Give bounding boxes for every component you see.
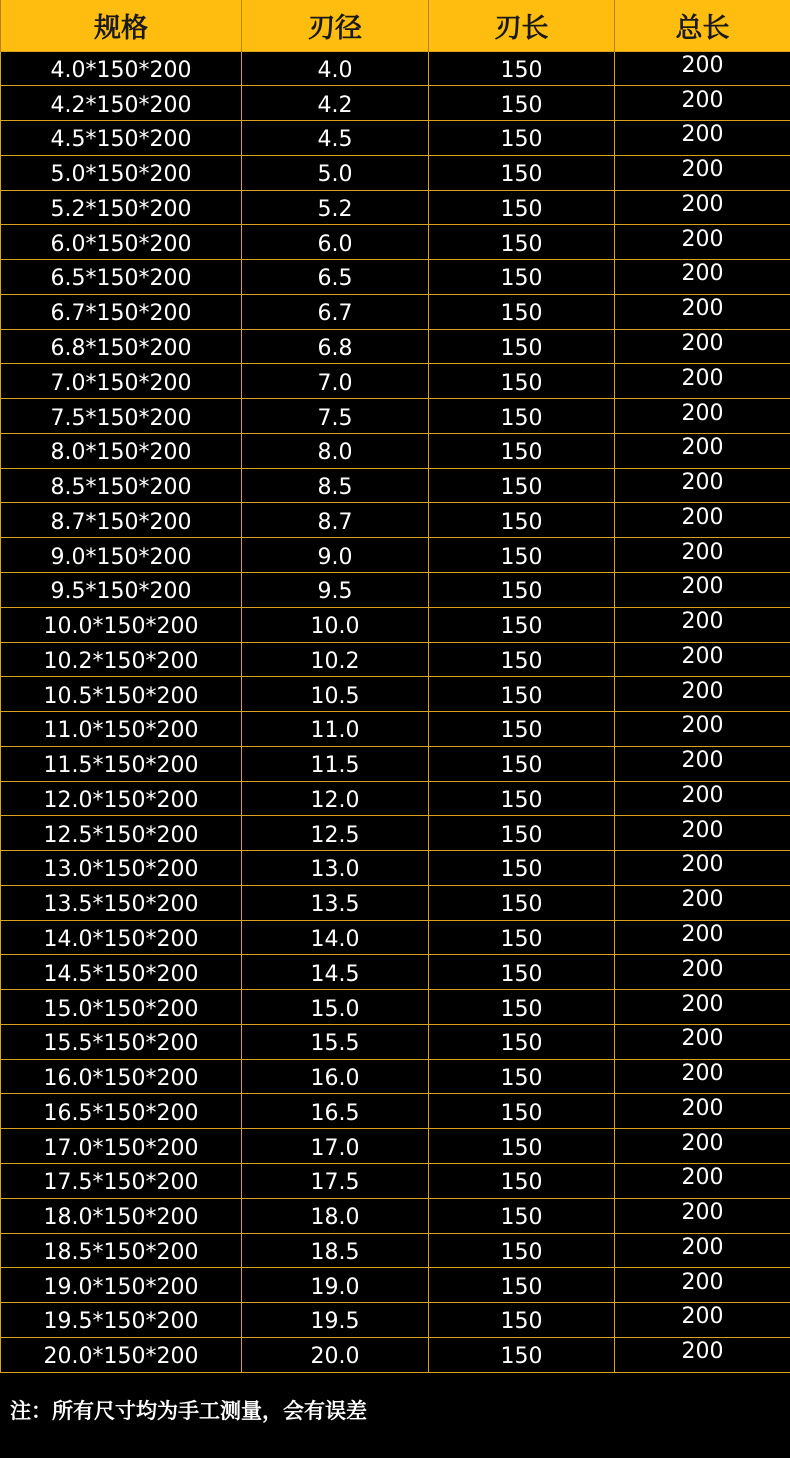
table-row	[1, 86, 790, 121]
cell-spec: 12.5*150*200	[1, 816, 242, 851]
cell-blade-length: 150	[429, 503, 615, 538]
cell-blade-diameter: 4.2	[242, 86, 429, 121]
cell-spec: 10.5*150*200	[1, 677, 242, 712]
cell-spec: 4.0*150*200	[1, 51, 242, 86]
cell-blade-length: 150	[429, 1094, 615, 1129]
cell-blade-length: 150	[429, 712, 615, 747]
cell-total-length: 200	[615, 572, 790, 607]
cell-spec: 15.5*150*200	[1, 1024, 242, 1059]
cell-spec: 4.2*150*200	[1, 86, 242, 121]
table-row	[1, 1094, 790, 1129]
table-row	[1, 1233, 790, 1268]
cell-spec: 19.5*150*200	[1, 1303, 242, 1338]
table-row	[1, 572, 790, 607]
cell-blade-length: 150	[429, 1233, 615, 1268]
cell-blade-length: 150	[429, 51, 615, 86]
cell-spec: 8.7*150*200	[1, 503, 242, 538]
cell-blade-diameter: 10.2	[242, 642, 429, 677]
cell-blade-diameter: 14.0	[242, 920, 429, 955]
table-row	[1, 468, 790, 503]
cell-total-length: 200	[615, 1059, 790, 1094]
cell-blade-length: 150	[429, 642, 615, 677]
table-header	[1, 0, 790, 51]
cell-total-length: 200	[615, 642, 790, 677]
table-row	[1, 1024, 790, 1059]
table-row	[1, 955, 790, 990]
header-blade-length: 刃长	[429, 0, 615, 51]
cell-blade-length: 150	[429, 260, 615, 295]
table-row	[1, 677, 790, 712]
cell-blade-length: 150	[429, 955, 615, 990]
table-row	[1, 399, 790, 434]
table-row	[1, 329, 790, 364]
measurement-note: 注：所有尺寸均为手工测量，会有误差	[10, 1399, 367, 1423]
cell-total-length: 200	[615, 1094, 790, 1129]
cell-blade-length: 150	[429, 155, 615, 190]
cell-blade-diameter: 10.0	[242, 607, 429, 642]
cell-spec: 20.0*150*200	[1, 1337, 242, 1372]
cell-blade-diameter: 12.5	[242, 816, 429, 851]
cell-total-length: 200	[615, 468, 790, 503]
table-row	[1, 155, 790, 190]
cell-spec: 18.5*150*200	[1, 1233, 242, 1268]
cell-total-length: 200	[615, 677, 790, 712]
cell-blade-length: 150	[429, 1164, 615, 1199]
cell-blade-length: 150	[429, 329, 615, 364]
cell-blade-diameter: 10.5	[242, 677, 429, 712]
cell-blade-length: 150	[429, 364, 615, 399]
cell-blade-length: 150	[429, 781, 615, 816]
cell-spec: 6.7*150*200	[1, 294, 242, 329]
cell-blade-diameter: 4.5	[242, 121, 429, 156]
cell-blade-diameter: 9.5	[242, 572, 429, 607]
table-row	[1, 294, 790, 329]
cell-blade-diameter: 18.5	[242, 1233, 429, 1268]
cell-spec: 13.5*150*200	[1, 885, 242, 920]
cell-spec: 7.0*150*200	[1, 364, 242, 399]
cell-total-length: 200	[615, 1129, 790, 1164]
cell-spec: 11.0*150*200	[1, 712, 242, 747]
cell-blade-length: 150	[429, 190, 615, 225]
cell-blade-length: 150	[429, 1337, 615, 1372]
cell-total-length: 200	[615, 260, 790, 295]
cell-blade-length: 150	[429, 816, 615, 851]
cell-blade-diameter: 7.0	[242, 364, 429, 399]
cell-spec: 14.5*150*200	[1, 955, 242, 990]
cell-total-length: 200	[615, 746, 790, 781]
cell-total-length: 200	[615, 1303, 790, 1338]
cell-spec: 9.5*150*200	[1, 572, 242, 607]
cell-blade-diameter: 4.0	[242, 51, 429, 86]
cell-spec: 6.8*150*200	[1, 329, 242, 364]
cell-blade-length: 150	[429, 920, 615, 955]
table-row	[1, 746, 790, 781]
cell-total-length: 200	[615, 329, 790, 364]
cell-total-length: 200	[615, 885, 790, 920]
table-row	[1, 1198, 790, 1233]
cell-blade-length: 150	[429, 885, 615, 920]
cell-spec: 15.0*150*200	[1, 990, 242, 1025]
cell-blade-length: 150	[429, 86, 615, 121]
cell-total-length: 200	[615, 503, 790, 538]
cell-blade-length: 150	[429, 677, 615, 712]
cell-blade-length: 150	[429, 1024, 615, 1059]
cell-total-length: 200	[615, 955, 790, 990]
cell-blade-diameter: 12.0	[242, 781, 429, 816]
cell-total-length: 200	[615, 225, 790, 260]
cell-total-length: 200	[615, 121, 790, 156]
cell-spec: 16.0*150*200	[1, 1059, 242, 1094]
header-spec: 规格	[1, 0, 242, 51]
table-row	[1, 816, 790, 851]
table-row	[1, 433, 790, 468]
header-blade-diameter: 刃径	[242, 0, 429, 51]
cell-spec: 16.5*150*200	[1, 1094, 242, 1129]
cell-blade-diameter: 16.0	[242, 1059, 429, 1094]
cell-total-length: 200	[615, 1233, 790, 1268]
cell-blade-diameter: 5.0	[242, 155, 429, 190]
cell-total-length: 200	[615, 433, 790, 468]
cell-blade-length: 150	[429, 468, 615, 503]
cell-blade-diameter: 18.0	[242, 1198, 429, 1233]
cell-total-length: 200	[615, 781, 790, 816]
cell-spec: 7.5*150*200	[1, 399, 242, 434]
table-row	[1, 712, 790, 747]
cell-blade-length: 150	[429, 607, 615, 642]
cell-blade-diameter: 19.5	[242, 1303, 429, 1338]
cell-spec: 5.2*150*200	[1, 190, 242, 225]
table-row	[1, 920, 790, 955]
cell-spec: 5.0*150*200	[1, 155, 242, 190]
table-row	[1, 607, 790, 642]
cell-blade-diameter: 6.8	[242, 329, 429, 364]
cell-total-length: 200	[615, 155, 790, 190]
cell-spec: 13.0*150*200	[1, 851, 242, 886]
cell-blade-length: 150	[429, 1268, 615, 1303]
cell-blade-diameter: 6.5	[242, 260, 429, 295]
cell-blade-length: 150	[429, 851, 615, 886]
cell-blade-diameter: 20.0	[242, 1337, 429, 1372]
cell-blade-diameter: 5.2	[242, 190, 429, 225]
cell-total-length: 200	[615, 399, 790, 434]
cell-total-length: 200	[615, 816, 790, 851]
cell-blade-diameter: 17.0	[242, 1129, 429, 1164]
table-row	[1, 1164, 790, 1199]
cell-total-length: 200	[615, 851, 790, 886]
cell-total-length: 200	[615, 190, 790, 225]
table-row	[1, 642, 790, 677]
table-row	[1, 364, 790, 399]
cell-blade-diameter: 14.5	[242, 955, 429, 990]
cell-blade-diameter: 8.0	[242, 433, 429, 468]
cell-blade-length: 150	[429, 433, 615, 468]
cell-blade-length: 150	[429, 538, 615, 573]
cell-blade-length: 150	[429, 225, 615, 260]
cell-blade-length: 150	[429, 399, 615, 434]
cell-blade-diameter: 6.7	[242, 294, 429, 329]
cell-spec: 18.0*150*200	[1, 1198, 242, 1233]
cell-blade-length: 150	[429, 990, 615, 1025]
table-row	[1, 1303, 790, 1338]
cell-blade-diameter: 13.0	[242, 851, 429, 886]
cell-blade-diameter: 7.5	[242, 399, 429, 434]
cell-blade-length: 150	[429, 1129, 615, 1164]
table-row	[1, 1059, 790, 1094]
cell-blade-diameter: 15.0	[242, 990, 429, 1025]
header-row	[1, 0, 790, 51]
cell-spec: 19.0*150*200	[1, 1268, 242, 1303]
cell-blade-diameter: 8.7	[242, 503, 429, 538]
cell-blade-diameter: 9.0	[242, 538, 429, 573]
table-row	[1, 190, 790, 225]
cell-total-length: 200	[615, 51, 790, 86]
table-body	[1, 51, 790, 1372]
cell-total-length: 200	[615, 920, 790, 955]
table-row	[1, 51, 790, 86]
cell-blade-length: 150	[429, 121, 615, 156]
table-row	[1, 851, 790, 886]
cell-blade-diameter: 11.0	[242, 712, 429, 747]
cell-total-length: 200	[615, 1198, 790, 1233]
table-row	[1, 781, 790, 816]
cell-spec: 8.5*150*200	[1, 468, 242, 503]
cell-spec: 9.0*150*200	[1, 538, 242, 573]
table-row	[1, 1268, 790, 1303]
cell-spec: 6.5*150*200	[1, 260, 242, 295]
cell-blade-length: 150	[429, 572, 615, 607]
cell-spec: 12.0*150*200	[1, 781, 242, 816]
cell-total-length: 200	[615, 1268, 790, 1303]
table-row	[1, 121, 790, 156]
cell-blade-diameter: 8.5	[242, 468, 429, 503]
cell-spec: 6.0*150*200	[1, 225, 242, 260]
cell-total-length: 200	[615, 712, 790, 747]
cell-blade-diameter: 11.5	[242, 746, 429, 781]
table-row	[1, 885, 790, 920]
cell-blade-length: 150	[429, 294, 615, 329]
cell-total-length: 200	[615, 364, 790, 399]
cell-spec: 11.5*150*200	[1, 746, 242, 781]
table-row	[1, 503, 790, 538]
cell-total-length: 200	[615, 538, 790, 573]
cell-blade-diameter: 19.0	[242, 1268, 429, 1303]
cell-total-length: 200	[615, 1024, 790, 1059]
table-row	[1, 538, 790, 573]
cell-blade-diameter: 15.5	[242, 1024, 429, 1059]
cell-spec: 17.5*150*200	[1, 1164, 242, 1199]
cell-blade-diameter: 6.0	[242, 225, 429, 260]
cell-spec: 10.2*150*200	[1, 642, 242, 677]
cell-total-length: 200	[615, 86, 790, 121]
cell-total-length: 200	[615, 1164, 790, 1199]
cell-spec: 14.0*150*200	[1, 920, 242, 955]
cell-blade-diameter: 17.5	[242, 1164, 429, 1199]
cell-total-length: 200	[615, 607, 790, 642]
cell-blade-length: 150	[429, 1059, 615, 1094]
table-row	[1, 990, 790, 1025]
cell-total-length: 200	[615, 1337, 790, 1372]
cell-total-length: 200	[615, 294, 790, 329]
cell-spec: 4.5*150*200	[1, 121, 242, 156]
header-total-length: 总长	[615, 0, 790, 51]
cell-blade-diameter: 16.5	[242, 1094, 429, 1129]
cell-spec: 8.0*150*200	[1, 433, 242, 468]
cell-blade-length: 150	[429, 1303, 615, 1338]
table-row	[1, 1337, 790, 1372]
table-row	[1, 1129, 790, 1164]
cell-spec: 10.0*150*200	[1, 607, 242, 642]
cell-spec: 17.0*150*200	[1, 1129, 242, 1164]
table-row	[1, 260, 790, 295]
table-row	[1, 225, 790, 260]
cell-total-length: 200	[615, 990, 790, 1025]
cell-blade-length: 150	[429, 746, 615, 781]
cell-blade-diameter: 13.5	[242, 885, 429, 920]
cell-blade-length: 150	[429, 1198, 615, 1233]
